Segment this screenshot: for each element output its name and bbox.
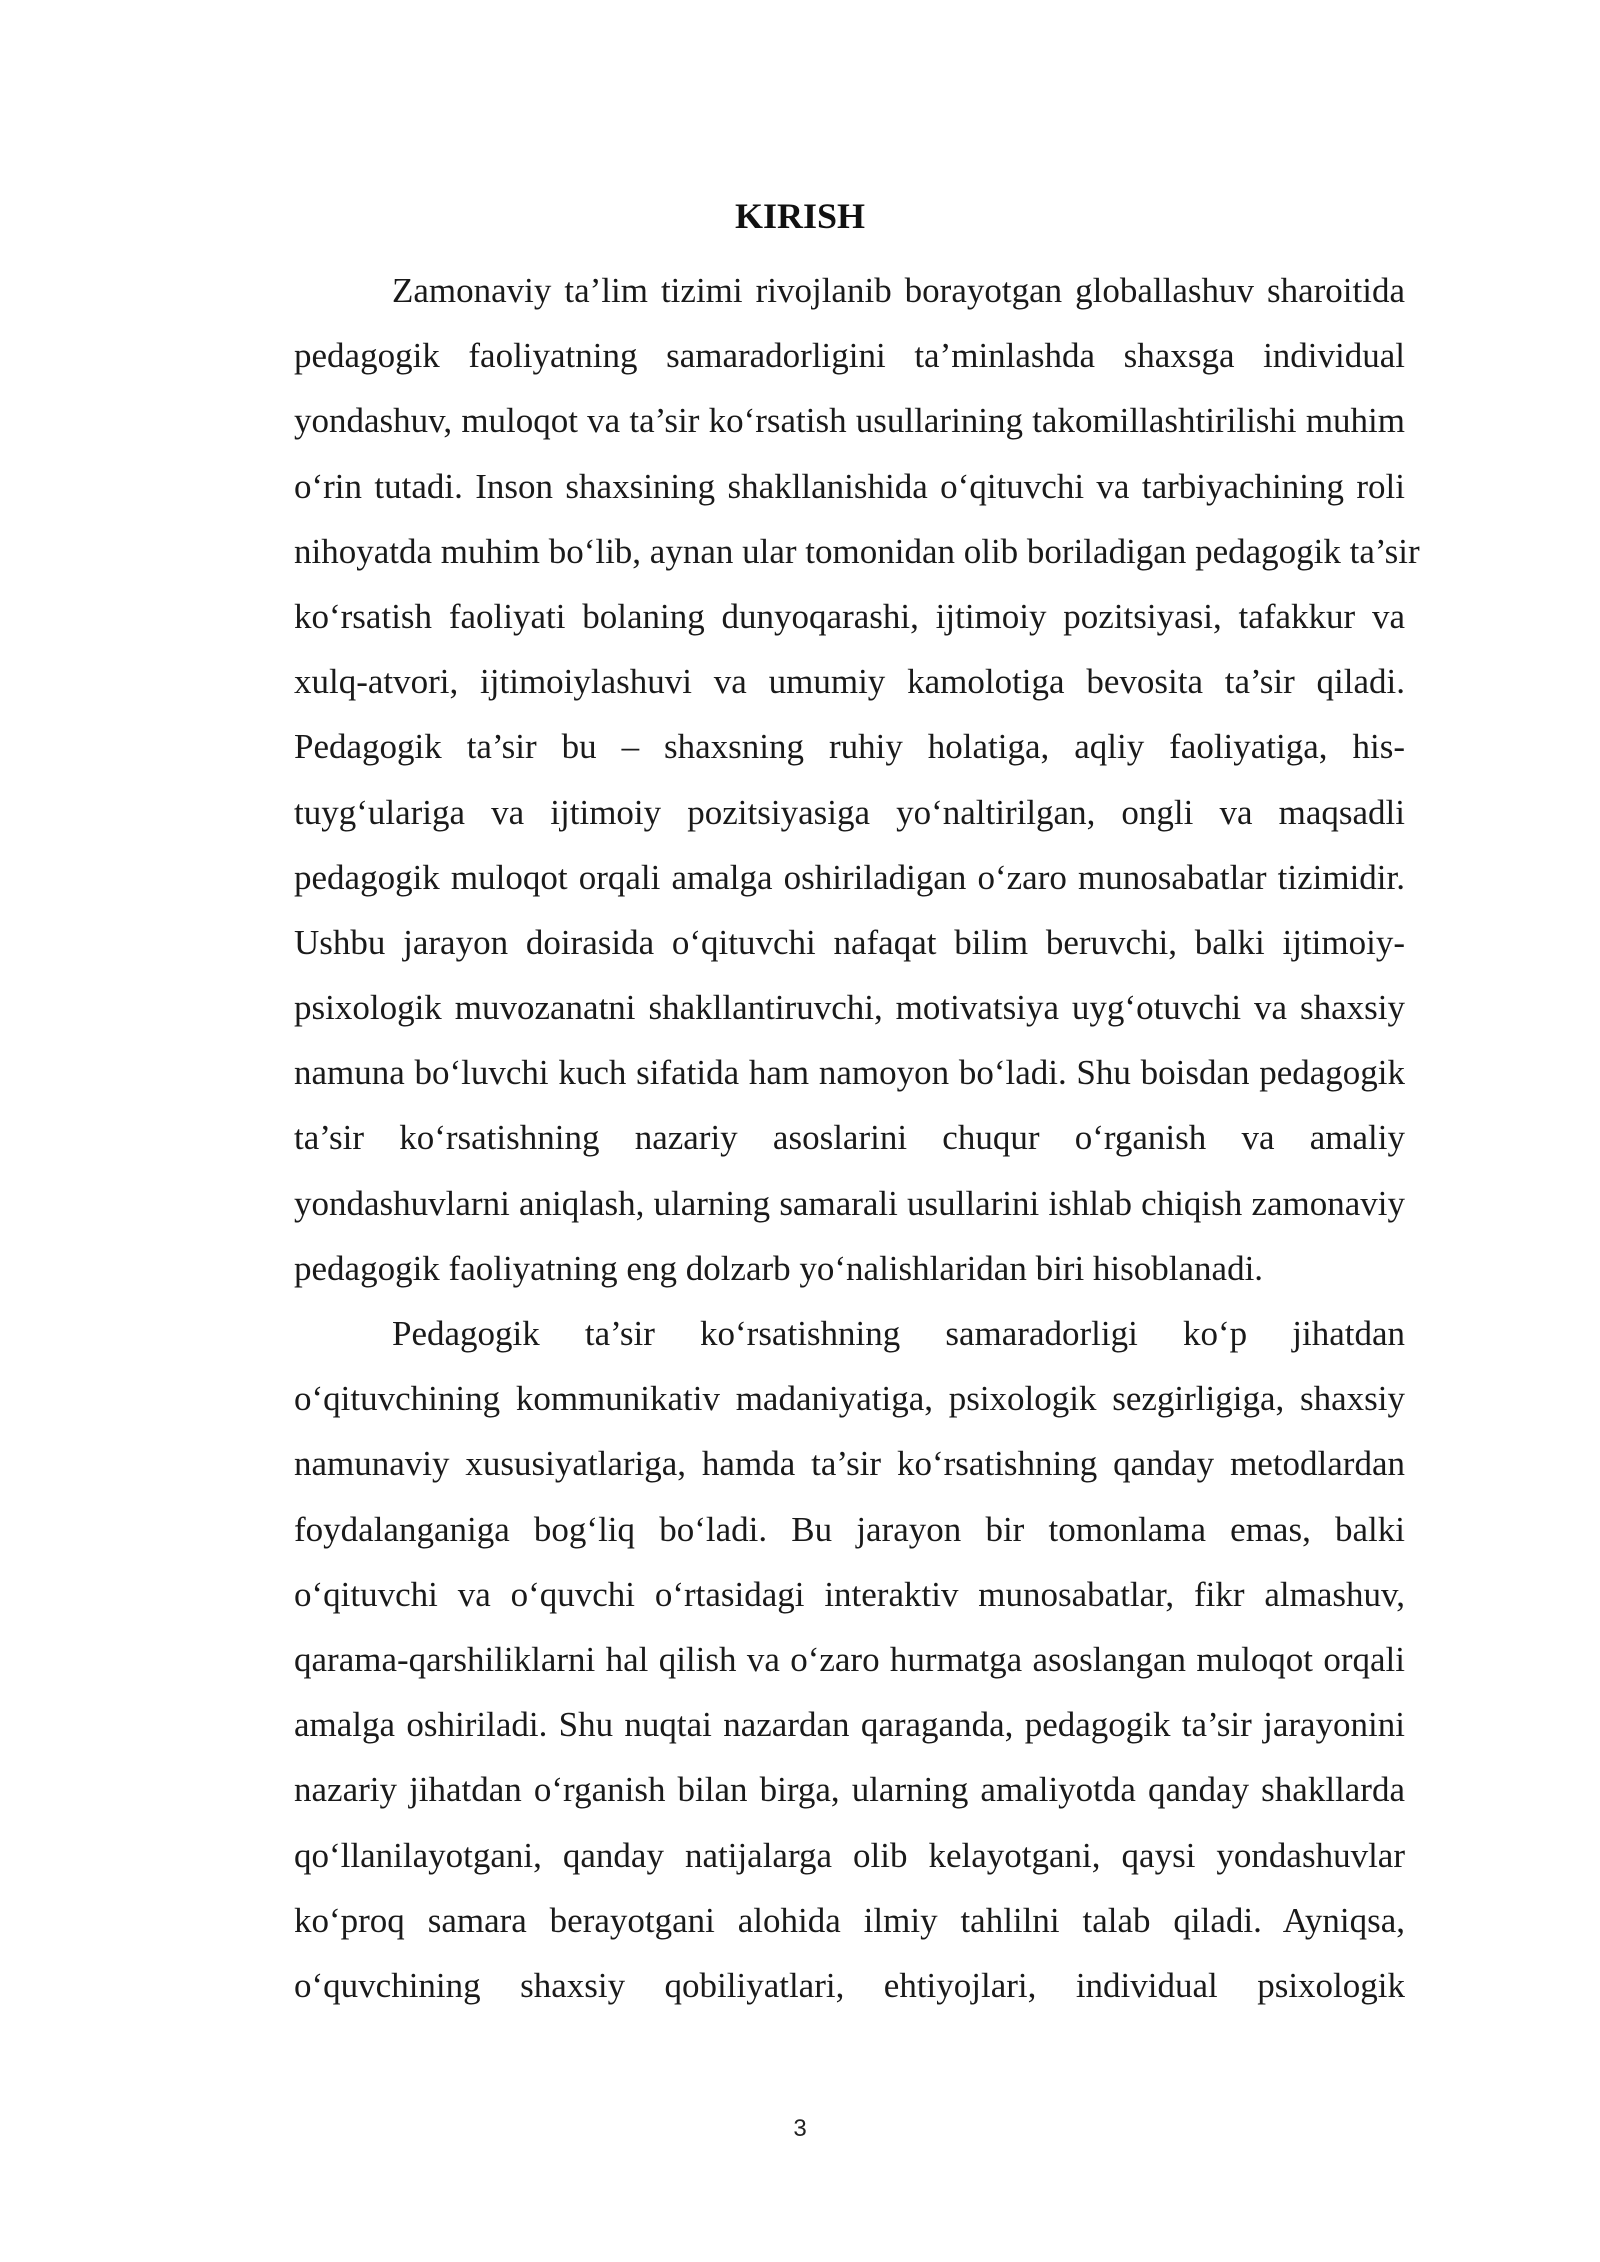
text-line: yondashuv, muloqot va ta’sir ko‘rsatish usullarining takomillashtirilishi muhim	[294, 401, 1405, 441]
text-line: qarama-qarshiliklarni hal qilish va o‘zaro hurmatga asoslangan muloqot orqali	[294, 1639, 1405, 1679]
text-line: Ushbu jarayon doirasida o‘qituvchi nafaqat bilim beruvchi, balki ijtimoiy-	[294, 922, 1405, 962]
paragraph-1	[196, 258, 1420, 1301]
section-heading: KIRISH	[734, 196, 866, 236]
text-line: yondashuvlarni aniqlash, ularning samarali usullarini ishlab chiqish zamonaviy	[294, 1183, 1405, 1223]
text-line: o‘rin tutadi. Inson shaxsining shakllanishida o‘qituvchi va tarbiyachining roli	[294, 466, 1405, 506]
text-line: nazariy jihatdan o‘rganish bilan birga, ularning amaliyotda qanday shakllarda	[294, 1770, 1405, 1810]
text-line: ko‘rsatish faoliyati bolaning dunyoqarashi, ijtimoiy pozitsiyasi, tafakkur va	[294, 596, 1405, 636]
text-line: psixologik muvozanatni shakllantiruvchi, motivatsiya uyg‘otuvchi va shaxsiy	[294, 988, 1405, 1028]
text-line: qo‘llanilayotgani, qanday natijalarga olib kelayotgani, qaysi yondashuvlar	[294, 1835, 1405, 1875]
text-line: tuyg‘ulariga va ijtimoiy pozitsiyasiga yo‘naltirilgan, ongli va maqsadli	[294, 792, 1405, 832]
text-line: pedagogik muloqot orqali amalga oshiriladigan o‘zaro munosabatlar tizimidir.	[294, 857, 1405, 897]
text-line: nihoyatda muhim bo‘lib, aynan ular tomonidan olib boriladigan pedagogik ta’sir	[294, 531, 1420, 571]
text-line: pedagogik faoliyatning eng dolzarb yo‘nalishlaridan biri hisoblanadi.	[294, 1248, 1264, 1288]
paragraph-2	[196, 1301, 1405, 2018]
text-line: o‘quvchining shaxsiy qobiliyatlari, ehtiyojlari, individual psixologik	[294, 1965, 1405, 2005]
text-line: pedagogik faoliyatning samaradorligini ta’minlashda shaxsga individual	[294, 336, 1405, 376]
body-text	[196, 258, 1420, 2018]
text-line: o‘qituvchi va o‘quvchi o‘rtasidagi interaktiv munosabatlar, fikr almashuv,	[294, 1574, 1405, 1614]
page-number: 3	[793, 2115, 807, 2142]
text-line: namuna bo‘luvchi kuch sifatida ham namoyon bo‘ladi. Shu boisdan pedagogik	[294, 1053, 1405, 1093]
text-line: foydalanganiga bog‘liq bo‘ladi. Bu jarayon bir tomonlama emas, balki	[294, 1509, 1405, 1549]
text-line: Zamonaviy ta’lim tizimi rivojlanib borayotgan globallashuv sharoitida	[392, 271, 1405, 310]
text-line: o‘qituvchining kommunikativ madaniyatiga, psixologik sezgirligiga, shaxsiy	[294, 1379, 1405, 1419]
text-line: ta’sir ko‘rsatishning nazariy asoslarini chuqur o‘rganish va amaliy	[294, 1118, 1405, 1158]
text-line: Pedagogik ta’sir ko‘rsatishning samaradorligi ko‘p jihatdan	[392, 1314, 1405, 1353]
text-line: namunaviy xususiyatlariga, hamda ta’sir ko‘rsatishning qanday metodlardan	[294, 1444, 1405, 1484]
text-line: Pedagogik ta’sir bu – shaxsning ruhiy holatiga, aqliy faoliyatiga, his-	[294, 727, 1405, 767]
text-line: xulq-atvori, ijtimoiylashuvi va umumiy kamolotiga bevosita ta’sir qiladi.	[294, 662, 1405, 702]
text-line: amalga oshiriladi. Shu nuqtai nazardan qaraganda, pedagogik ta’sir jarayonini	[294, 1705, 1405, 1745]
text-line: ko‘proq samara berayotgani alohida ilmiy tahlilni talab qiladi. Ayniqsa,	[294, 1900, 1405, 1940]
